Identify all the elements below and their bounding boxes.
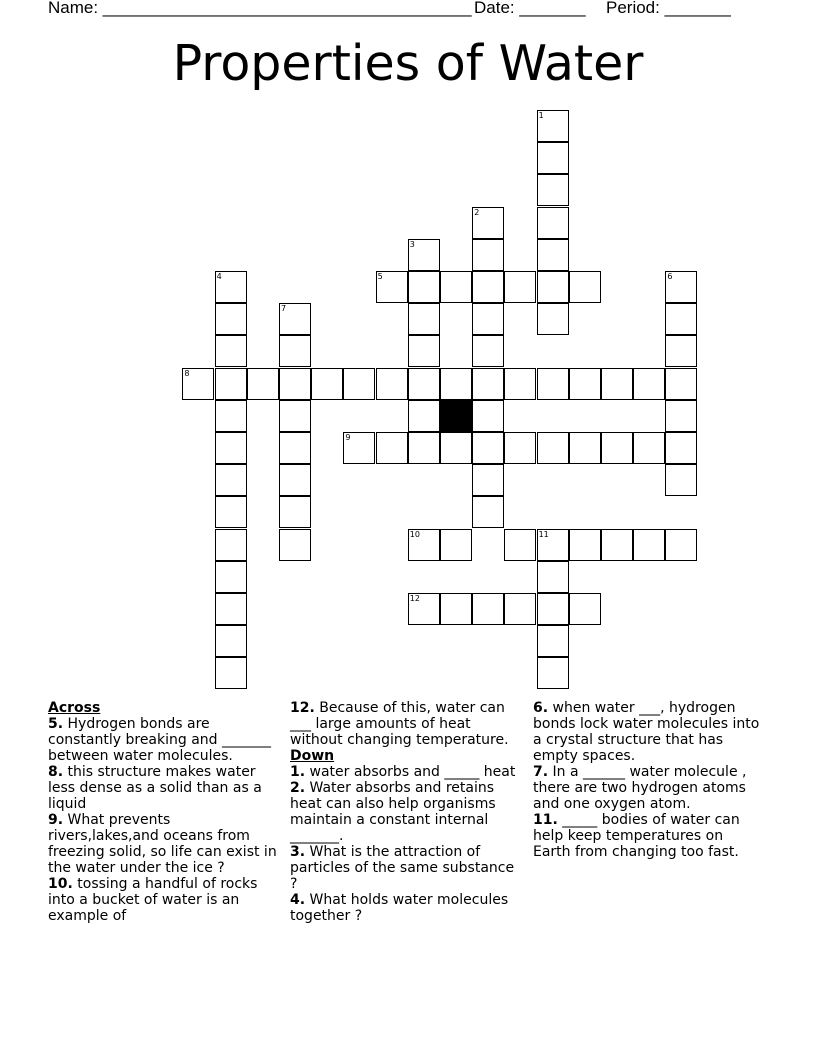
crossword-cell[interactable] xyxy=(569,432,601,464)
crossword-cell[interactable] xyxy=(408,400,440,432)
crossword-cell[interactable] xyxy=(215,496,247,528)
crossword-cell[interactable] xyxy=(472,239,504,271)
crossword-cell[interactable] xyxy=(408,432,440,464)
crossword-cell[interactable] xyxy=(215,335,247,367)
crossword-cell[interactable] xyxy=(665,400,697,432)
crossword-cell[interactable] xyxy=(601,432,633,464)
clue-down-4: 4. What holds water molecules together ? xyxy=(290,892,509,924)
crossword-cell[interactable] xyxy=(440,593,472,625)
crossword-cell[interactable] xyxy=(601,529,633,561)
crossword-cell[interactable] xyxy=(408,368,440,400)
crossword-cell[interactable] xyxy=(215,432,247,464)
crossword-cell[interactable] xyxy=(633,368,665,400)
crossword-cell[interactable] xyxy=(537,207,569,239)
crossword-cell[interactable] xyxy=(215,464,247,496)
crossword-cell[interactable] xyxy=(665,335,697,367)
crossword-cell-number: 12 xyxy=(409,594,420,603)
name-field[interactable]: Name: _______________________________________ xyxy=(48,0,472,17)
crossword-cell-number: 4 xyxy=(216,272,222,281)
crossword-cell[interactable] xyxy=(440,368,472,400)
crossword-cell[interactable] xyxy=(472,335,504,367)
crossword-cell[interactable] xyxy=(247,368,279,400)
crossword-cell-number: 7 xyxy=(281,304,287,314)
crossword-cell[interactable] xyxy=(440,529,472,561)
crossword-cell-number: 6 xyxy=(667,272,673,281)
crossword-cell-number: 3 xyxy=(409,239,415,249)
crossword-cell-number: 8 xyxy=(184,368,190,378)
crossword-cell[interactable] xyxy=(215,303,247,335)
crossword-cell[interactable] xyxy=(472,303,504,335)
crossword-cell-number: 11 xyxy=(538,529,549,539)
across-heading: Across xyxy=(48,700,101,716)
crossword-cell[interactable] xyxy=(215,271,247,303)
crossword-cell[interactable] xyxy=(633,529,665,561)
crossword-cell[interactable] xyxy=(311,368,343,400)
crossword-cell[interactable] xyxy=(537,657,569,689)
clue-across-12: 12. Because of this, water can ___ large amounts of heat without changing temperature. xyxy=(290,700,509,748)
crossword-cell[interactable] xyxy=(215,593,247,625)
crossword-cell[interactable] xyxy=(504,432,536,464)
crossword-cell[interactable] xyxy=(376,432,408,464)
crossword-cell[interactable] xyxy=(665,368,697,400)
clue-across-8: 8. this structure makes water less dense as a solid than as a liquid xyxy=(48,764,262,812)
crossword-cell[interactable] xyxy=(408,303,440,335)
crossword-cell[interactable] xyxy=(376,271,408,303)
crossword-cell[interactable] xyxy=(279,400,311,432)
clue-column-3 xyxy=(533,700,765,860)
crossword-cell[interactable] xyxy=(537,432,569,464)
crossword-cell[interactable] xyxy=(537,174,569,206)
crossword-cell[interactable] xyxy=(537,303,569,335)
crossword-cell[interactable] xyxy=(472,207,504,239)
crossword-cell[interactable] xyxy=(569,593,601,625)
crossword-cell[interactable] xyxy=(215,657,247,689)
crossword-cell[interactable] xyxy=(279,464,311,496)
crossword-cell[interactable] xyxy=(665,432,697,464)
crossword-cell[interactable] xyxy=(408,239,440,271)
clue-across-10: 10. tossing a handful of rocks into a bucket of water is an example of xyxy=(48,876,258,924)
crossword-cell[interactable] xyxy=(279,432,311,464)
crossword-cell[interactable] xyxy=(279,368,311,400)
crossword-cell-number: 9 xyxy=(345,433,351,442)
crossword-cell[interactable] xyxy=(472,464,504,496)
clue-across-9: 9. What prevents rivers,lakes,and oceans from freezing solid, so life can exist in the water under the ice ? xyxy=(48,812,277,876)
crossword-cell[interactable] xyxy=(182,368,214,400)
crossword-cell[interactable] xyxy=(504,529,536,561)
crossword-cell[interactable] xyxy=(504,368,536,400)
crossword-cell[interactable] xyxy=(408,529,440,561)
crossword-cell[interactable] xyxy=(215,625,247,657)
clue-down-6: 6. when water ___, hydrogen bonds lock water molecules into a crystal structure that has empty spaces. xyxy=(533,700,760,764)
down-heading: Down xyxy=(290,748,335,764)
crossword-cell[interactable] xyxy=(440,271,472,303)
crossword-cell[interactable] xyxy=(215,561,247,593)
crossword-cell[interactable] xyxy=(537,593,569,625)
crossword-cell[interactable] xyxy=(569,271,601,303)
crossword-cell[interactable] xyxy=(633,432,665,464)
clue-down-2: 2. Water absorbs and retains heat can also help organisms maintain a constant internal _______. xyxy=(290,780,496,844)
clue-down-11: 11. _____ bodies of water can help keep temperatures on Earth from changing too fast. xyxy=(533,812,740,860)
period-field[interactable]: Period: _______ xyxy=(606,0,731,17)
crossword-cell[interactable] xyxy=(440,432,472,464)
crossword-cell[interactable] xyxy=(279,303,311,335)
crossword-blocked-cell xyxy=(440,400,472,432)
date-field[interactable]: Date: _______ xyxy=(474,0,586,17)
crossword-cell[interactable] xyxy=(472,432,504,464)
crossword-cell-number: 2 xyxy=(474,207,480,217)
clue-down-1: 1. water absorbs and _____ heat xyxy=(290,764,516,780)
crossword-cell[interactable] xyxy=(665,271,697,303)
crossword-cell[interactable] xyxy=(504,271,536,303)
crossword-cell[interactable] xyxy=(408,593,440,625)
crossword-cell[interactable] xyxy=(665,464,697,496)
crossword-cell[interactable] xyxy=(472,271,504,303)
crossword-cell[interactable] xyxy=(472,593,504,625)
crossword-cell[interactable] xyxy=(279,529,311,561)
clue-column-1 xyxy=(48,700,280,924)
crossword-cell[interactable] xyxy=(472,368,504,400)
crossword-cell[interactable] xyxy=(537,368,569,400)
crossword-cell[interactable] xyxy=(472,400,504,432)
crossword-cell-number: 10 xyxy=(409,529,420,539)
crossword-cell[interactable] xyxy=(537,625,569,657)
crossword-cell-number: 5 xyxy=(377,272,383,281)
crossword-cell[interactable] xyxy=(279,496,311,528)
crossword-cell[interactable] xyxy=(569,529,601,561)
crossword-cell[interactable] xyxy=(343,432,375,464)
crossword-cell[interactable] xyxy=(665,303,697,335)
crossword-cell[interactable] xyxy=(537,561,569,593)
crossword-cell[interactable] xyxy=(215,529,247,561)
crossword-cell[interactable] xyxy=(537,110,569,142)
crossword-cell[interactable] xyxy=(537,239,569,271)
crossword-cell[interactable] xyxy=(215,368,247,400)
page-title: Properties of Water xyxy=(172,35,644,92)
crossword-cell[interactable] xyxy=(408,271,440,303)
crossword-cell[interactable] xyxy=(537,271,569,303)
crossword-cell[interactable] xyxy=(376,368,408,400)
crossword-cell[interactable] xyxy=(279,335,311,367)
clue-across-5: 5. Hydrogen bonds are constantly breaking and _______ between water molecules. xyxy=(48,716,272,764)
crossword-cell[interactable] xyxy=(537,142,569,174)
crossword-cell[interactable] xyxy=(504,593,536,625)
crossword-cell[interactable] xyxy=(569,368,601,400)
clue-column-2 xyxy=(290,700,522,924)
clue-down-3: 3. What is the attraction of particles of the same substance ? xyxy=(290,844,515,892)
clue-down-7: 7. In a ______ water molecule , there are two hydrogen atoms and one oxygen atom. xyxy=(533,764,747,812)
crossword-cell[interactable] xyxy=(472,496,504,528)
crossword-cell[interactable] xyxy=(408,335,440,367)
crossword-cell[interactable] xyxy=(537,529,569,561)
crossword-cell[interactable] xyxy=(343,368,375,400)
crossword-cell-number: 1 xyxy=(538,111,544,120)
crossword-cell[interactable] xyxy=(601,368,633,400)
crossword-cell[interactable] xyxy=(665,529,697,561)
crossword-cell[interactable] xyxy=(215,400,247,432)
